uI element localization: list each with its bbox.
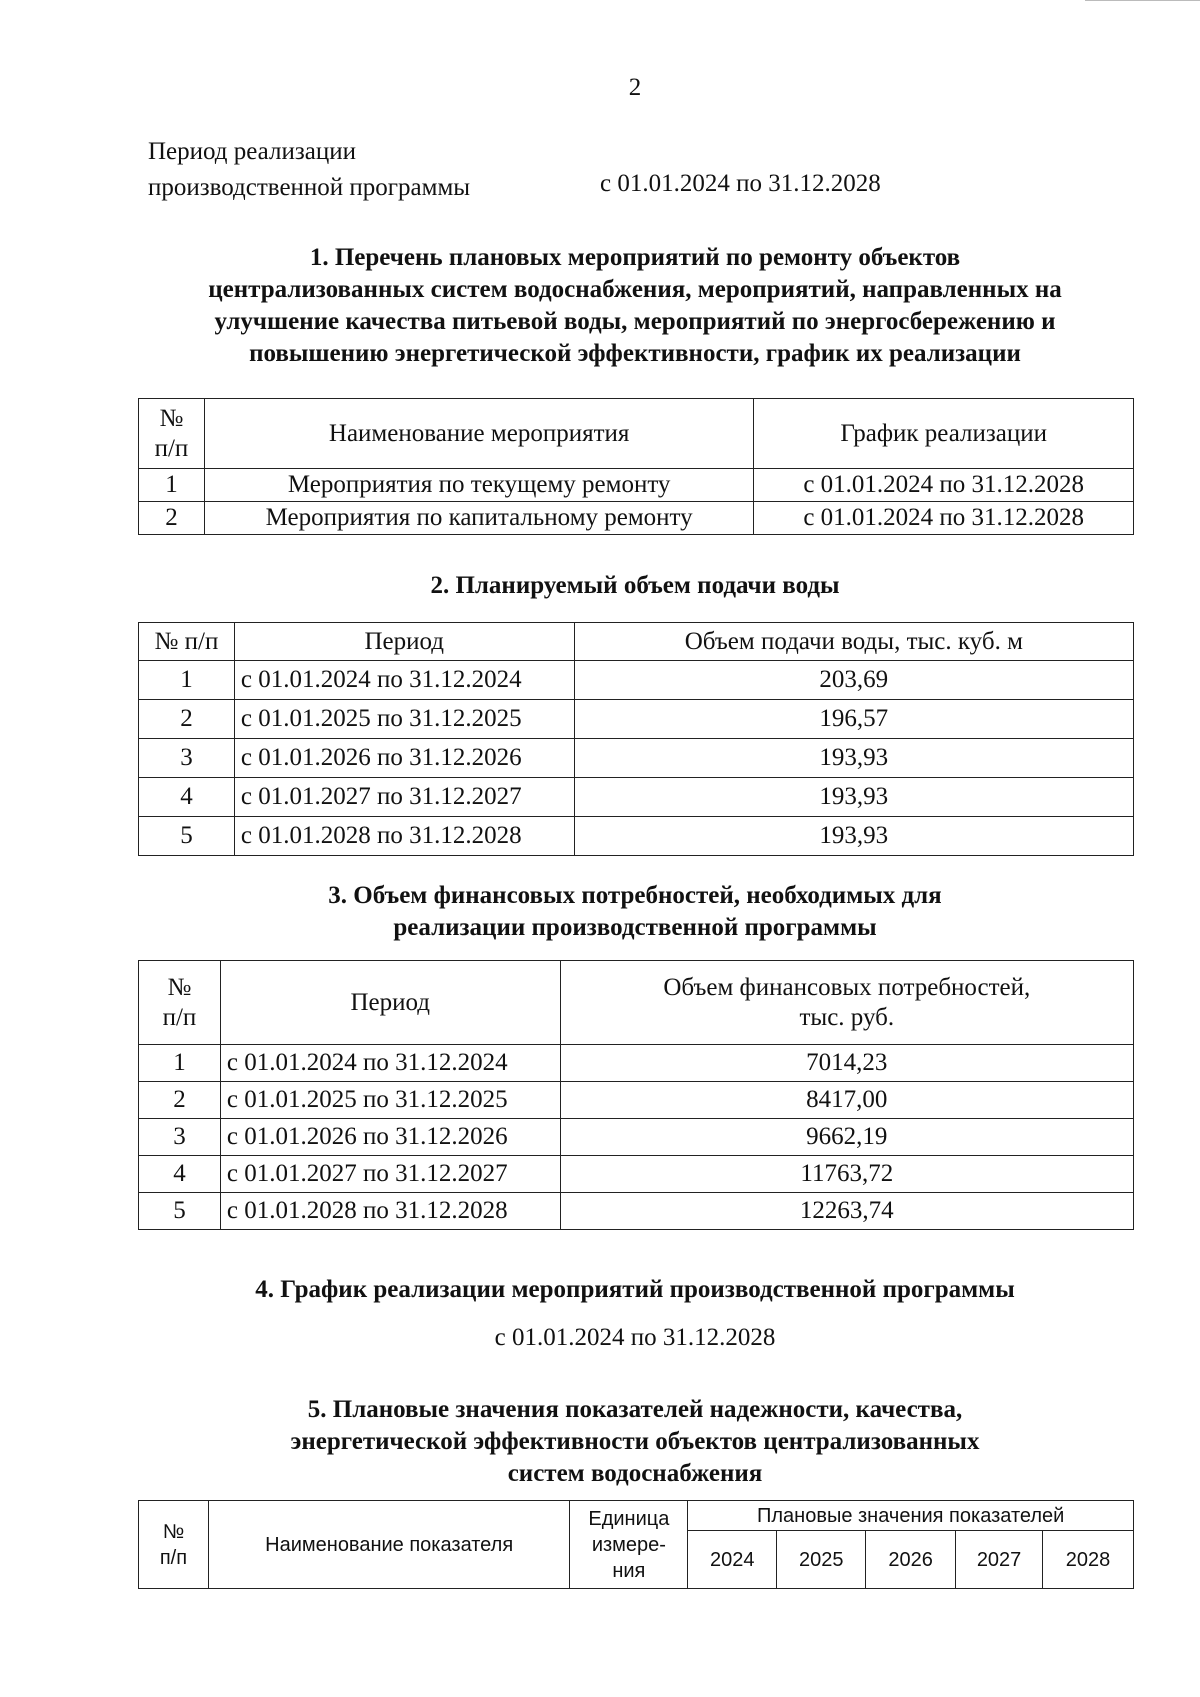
row-period: с 01.01.2024 по 31.12.2024 bbox=[220, 1045, 560, 1082]
header-year: 2027 bbox=[956, 1531, 1043, 1589]
header-schedule: График реализации bbox=[754, 399, 1134, 469]
period-label-line1: Период реализации bbox=[148, 138, 356, 165]
row-water-volume: 203,69 bbox=[574, 661, 1133, 700]
row-period: с 01.01.2025 по 31.12.2025 bbox=[220, 1082, 560, 1119]
section1-title bbox=[130, 242, 1140, 370]
header-unit-line2: измере- bbox=[591, 1533, 666, 1556]
activity-name: Мероприятия по капитальному ремонту bbox=[204, 502, 753, 535]
row-period: с 01.01.2028 по 31.12.2028 bbox=[220, 1193, 560, 1230]
section1-title-line: повышению энергетической эффективности, график их реализации bbox=[249, 340, 1021, 367]
header-number-line2: п/п bbox=[162, 1003, 197, 1031]
page-number: 2 bbox=[628, 74, 642, 101]
activity-name: Мероприятия по текущему ремонту bbox=[204, 469, 753, 502]
section2-table bbox=[138, 622, 1134, 856]
section2-title: 2. Планируемый объем подачи воды bbox=[430, 572, 840, 599]
table-row bbox=[139, 1045, 1134, 1082]
table-row bbox=[139, 1082, 1134, 1119]
row-financial-needs: 11763,72 bbox=[560, 1156, 1133, 1193]
section4-value: с 01.01.2024 по 31.12.2028 bbox=[494, 1324, 776, 1351]
table-header-row bbox=[139, 1501, 1134, 1531]
header-year: 2026 bbox=[866, 1531, 956, 1589]
header-number-line1: № bbox=[167, 973, 192, 1001]
header-unit-line1: Единица bbox=[588, 1507, 670, 1530]
section3-title bbox=[130, 880, 1140, 944]
section4-title: 4. График реализации мероприятий производственной программы bbox=[255, 1276, 1015, 1303]
row-period: с 01.01.2028 по 31.12.2028 bbox=[234, 817, 574, 856]
row-water-volume: 193,93 bbox=[574, 778, 1133, 817]
header-period: Период bbox=[220, 961, 560, 1045]
section3-table bbox=[138, 960, 1134, 1230]
activity-schedule: с 01.01.2024 по 31.12.2028 bbox=[754, 469, 1134, 502]
header-financial-needs bbox=[560, 961, 1133, 1045]
row-number: 5 bbox=[139, 817, 235, 856]
table-row bbox=[139, 778, 1134, 817]
section5-title bbox=[130, 1394, 1140, 1490]
section5-title-line: 5. Плановые значения показателей надежности, качества, bbox=[307, 1396, 963, 1423]
header-activity-name: Наименование мероприятия bbox=[204, 399, 753, 469]
header-number bbox=[139, 961, 221, 1045]
row-period: с 01.01.2025 по 31.12.2025 bbox=[234, 700, 574, 739]
row-water-volume: 193,93 bbox=[574, 817, 1133, 856]
header-number-line1: № bbox=[162, 1520, 185, 1543]
period-label-line2: производственной программы bbox=[148, 174, 471, 201]
row-number: 5 bbox=[139, 1193, 221, 1230]
section1-table bbox=[138, 398, 1134, 535]
row-period: с 01.01.2024 по 31.12.2024 bbox=[234, 661, 574, 700]
row-number: 1 bbox=[139, 661, 235, 700]
row-financial-needs: 8417,00 bbox=[560, 1082, 1133, 1119]
table-row bbox=[139, 817, 1134, 856]
period-value: с 01.01.2024 по 31.12.2028 bbox=[600, 170, 881, 197]
header-number bbox=[139, 1501, 209, 1589]
row-number: 3 bbox=[139, 739, 235, 778]
table-row bbox=[139, 739, 1134, 778]
row-number: 4 bbox=[139, 778, 235, 817]
period-label bbox=[148, 134, 470, 206]
row-financial-needs: 7014,23 bbox=[560, 1045, 1133, 1082]
row-water-volume: 196,57 bbox=[574, 700, 1133, 739]
row-number: 2 bbox=[139, 502, 205, 535]
header-indicator-name: Наименование показателя bbox=[208, 1501, 570, 1589]
row-number: 2 bbox=[139, 700, 235, 739]
table-row bbox=[139, 1119, 1134, 1156]
section5-title-line: систем водоснабжения bbox=[507, 1460, 763, 1487]
row-period: с 01.01.2027 по 31.12.2027 bbox=[234, 778, 574, 817]
row-number: 1 bbox=[139, 1045, 221, 1082]
header-number: № п/п bbox=[139, 623, 235, 661]
section3-title-line: реализации производственной программы bbox=[393, 914, 877, 941]
header-number-line2: п/п bbox=[154, 434, 189, 462]
section1-title-line: 1. Перечень плановых мероприятий по ремонту объектов bbox=[309, 244, 961, 271]
row-number: 2 bbox=[139, 1082, 221, 1119]
activity-schedule: с 01.01.2024 по 31.12.2028 bbox=[754, 502, 1134, 535]
scan-edge-line bbox=[1085, 0, 1200, 1]
table-header-row bbox=[139, 623, 1134, 661]
row-financial-needs: 12263,74 bbox=[560, 1193, 1133, 1230]
table-row bbox=[139, 502, 1134, 535]
section1-title-line: централизованных систем водоснабжения, мероприятий, направленных на bbox=[208, 276, 1062, 303]
header-period: Период bbox=[234, 623, 574, 661]
header-unit bbox=[570, 1501, 688, 1589]
table-row bbox=[139, 1156, 1134, 1193]
section5-table bbox=[138, 1500, 1134, 1589]
row-number: 3 bbox=[139, 1119, 221, 1156]
header-number bbox=[139, 399, 205, 469]
table-header-row bbox=[139, 961, 1134, 1045]
table-row bbox=[139, 700, 1134, 739]
table-row bbox=[139, 661, 1134, 700]
row-financial-needs: 9662,19 bbox=[560, 1119, 1133, 1156]
header-water-volume: Объем подачи воды, тыс. куб. м bbox=[574, 623, 1133, 661]
header-planned-values: Плановые значения показателей bbox=[688, 1501, 1134, 1531]
header-financial-needs-line1: Объем финансовых потребностей, bbox=[663, 973, 1031, 1001]
header-year: 2028 bbox=[1043, 1531, 1134, 1589]
header-number-line1: № bbox=[159, 404, 184, 432]
header-year: 2024 bbox=[688, 1531, 777, 1589]
table-row bbox=[139, 1193, 1134, 1230]
header-financial-needs-line2: тыс. руб. bbox=[799, 1003, 895, 1031]
row-water-volume: 193,93 bbox=[574, 739, 1133, 778]
section5-title-line: энергетической эффективности объектов централизованных bbox=[290, 1428, 980, 1455]
section3-title-line: 3. Объем финансовых потребностей, необходимых для bbox=[328, 882, 942, 909]
row-period: с 01.01.2026 по 31.12.2026 bbox=[220, 1119, 560, 1156]
row-number: 1 bbox=[139, 469, 205, 502]
row-period: с 01.01.2026 по 31.12.2026 bbox=[234, 739, 574, 778]
section1-title-line: улучшение качества питьевой воды, мероприятий по энергосбережению и bbox=[214, 308, 1056, 335]
header-year: 2025 bbox=[777, 1531, 866, 1589]
header-unit-line3: ния bbox=[612, 1559, 646, 1582]
table-header-row bbox=[139, 399, 1134, 469]
header-number-line2: п/п bbox=[159, 1546, 188, 1569]
table-row bbox=[139, 469, 1134, 502]
row-number: 4 bbox=[139, 1156, 221, 1193]
row-period: с 01.01.2027 по 31.12.2027 bbox=[220, 1156, 560, 1193]
